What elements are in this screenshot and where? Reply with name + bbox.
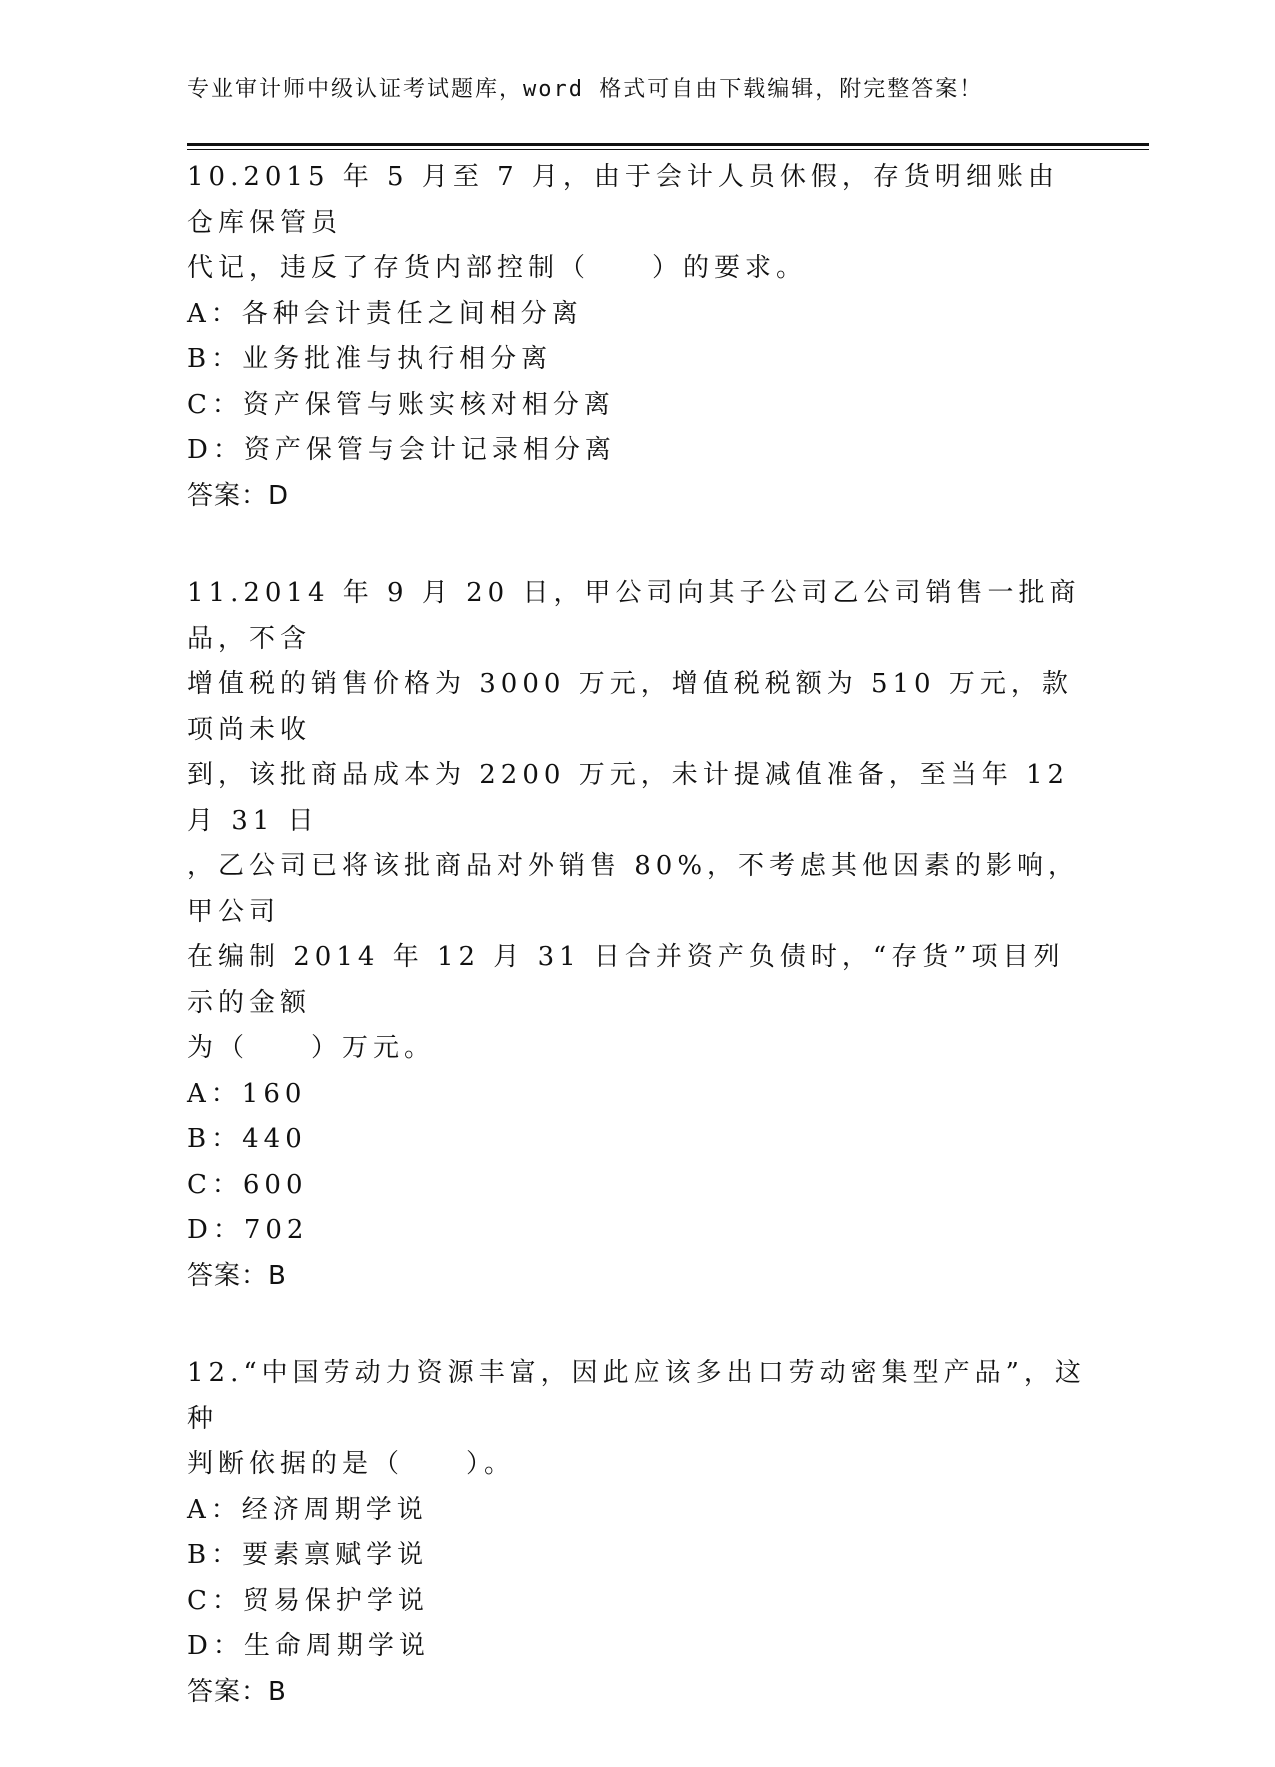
question-stem-line: 代记，违反了存货内部控制（ ）的要求。 [187,253,808,283]
question-stem-line: 在编制 2014 年 12 月 31 日合并资产负债时，“存货”项目列示的金额 [187,942,1065,1018]
question-stem-line: 为（ ）万元。 [187,1033,436,1063]
option-c: C：600 [187,1169,308,1200]
question-stem-line: 10.2015 年 5 月至 7 月，由于会计人员休假，存货明细账由仓库保管员 [187,162,1059,238]
option-d: D：生命周期学说 [187,1631,430,1661]
answer: 答案：D [187,480,290,511]
question-stem-line: 12.“中国劳动力资源丰富，因此应该多出口劳动密集型产品”，这种 [187,1358,1086,1434]
option-b: B：要素禀赋学说 [187,1540,429,1570]
question-11 [187,571,1087,1299]
question-stem-line: 到，该批商品成本为 2200 万元，未计提减值准备，至当年 12 月 31 日 [187,760,1070,836]
option-c: C：资产保管与账实核对相分离 [187,389,615,420]
header-rule-thin [187,149,1149,150]
question-list [187,155,1087,1767]
option-a: A：160 [187,1078,307,1109]
option-d: D：702 [187,1215,309,1245]
question-stem-line: 判断依据的是（ ）。 [187,1449,516,1479]
document-header: 专业审计师中级认证考试题库，word 格式可自由下载编辑，附完整答案！ [187,77,984,102]
question-12 [187,1351,1087,1715]
option-a: A：各种会计责任之间相分离 [187,298,583,329]
answer: 答案：B [187,1676,287,1707]
option-d: D：资产保管与会计记录相分离 [187,435,616,465]
option-c: C：贸易保护学说 [187,1585,429,1616]
option-b: B：440 [187,1124,307,1154]
question-stem-line: 增值税的销售价格为 3000 万元，增值税税额为 510 万元，款项尚未收 [187,669,1073,745]
option-b: B：业务批准与执行相分离 [187,344,553,374]
question-stem-line: 11.2014 年 9 月 20 日，甲公司向其子公司乙公司销售一批商品，不含 [187,578,1081,654]
answer: 答案：B [187,1260,287,1291]
question-stem-line: ，乙公司已将该批商品对外销售 80%，不考虑其他因素的影响，甲公司 [187,851,1080,927]
option-a: A：经济周期学说 [187,1494,428,1525]
header-rule-thick [187,143,1149,146]
question-10 [187,155,1087,519]
